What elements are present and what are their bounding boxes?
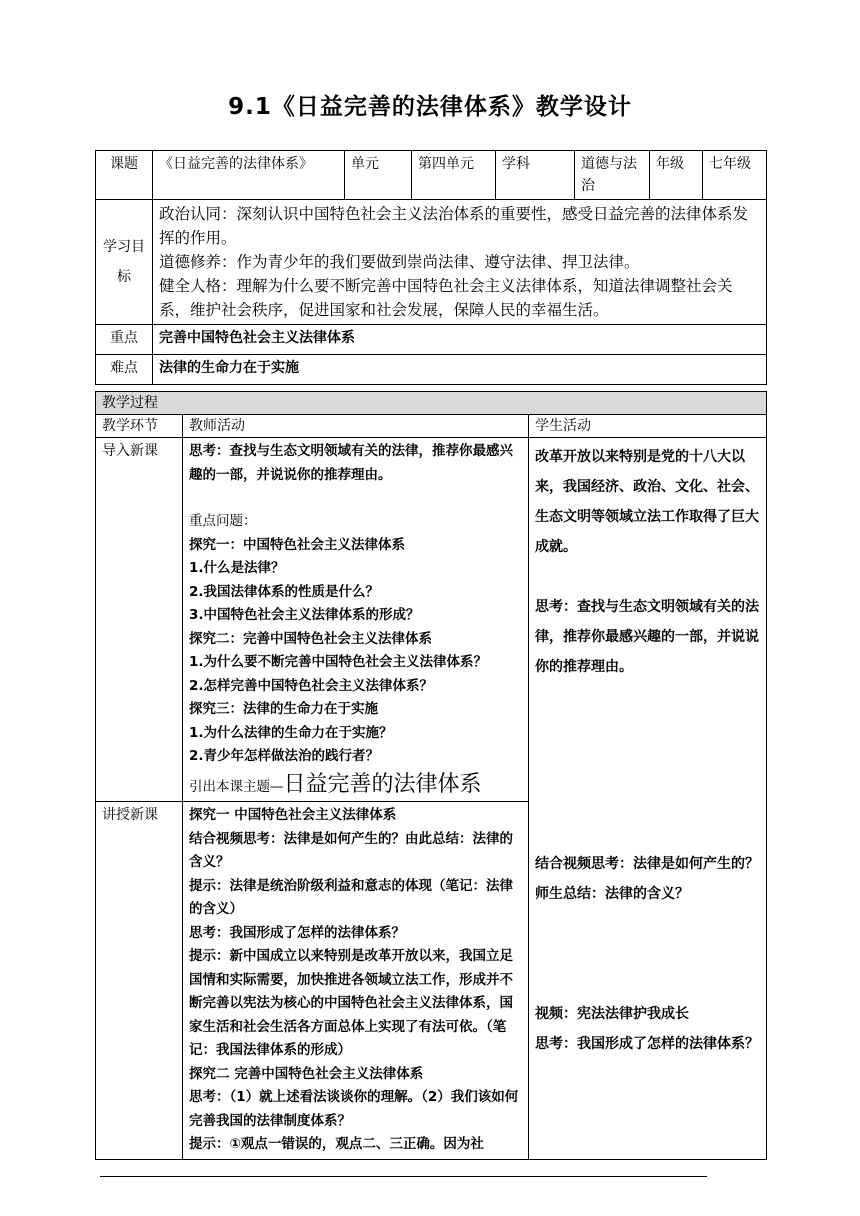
student-think: 思考：查找与生态文明领域有关的法律，推荐你最感兴趣的一部，并说说你的推荐理由。 bbox=[535, 599, 759, 675]
teach-explore-2: 探究二 完善中国特色社会主义法律体系 bbox=[189, 1065, 424, 1082]
teacher-teach bbox=[183, 802, 529, 1160]
col-stage: 教学环节 bbox=[96, 415, 183, 438]
question-1-3: 3.中国特色社会主义法律体系的形成？ bbox=[189, 607, 420, 623]
learning-goals bbox=[153, 200, 767, 325]
student-system-think: 思考：我国形成了怎样的法律体系？ bbox=[535, 1036, 759, 1052]
unit-value: 第四单元 bbox=[412, 151, 496, 200]
page-title: 9.1《日益完善的法律体系》教学设计 bbox=[228, 94, 632, 120]
goals-label: 学习目标 bbox=[96, 200, 153, 325]
difficult-label: 难点 bbox=[96, 355, 153, 385]
teach-hint-1: 提示：法律是统治阶级利益和意志的体现（笔记：法律的含义） bbox=[189, 877, 513, 917]
stage-intro: 导入新课 bbox=[96, 438, 183, 802]
question-2-2: 2.怎样完善中国特色社会主义法律体系？ bbox=[189, 677, 434, 694]
question-3-1: 1.为什么法律的生命力在于实施？ bbox=[189, 724, 393, 741]
explore-2: 探究二：完善中国特色社会主义法律体系 bbox=[189, 630, 432, 647]
key-questions-label: 重点问题： bbox=[189, 513, 257, 529]
grade-value: 七年级 bbox=[703, 151, 767, 200]
teacher-think: 思考：查找与生态文明领域有关的法律，推荐你最感兴趣的一部，并说说你的推荐理由。 bbox=[189, 443, 513, 483]
unit-label: 单元 bbox=[345, 151, 412, 200]
goal-political: 政治认同：深刻认识中国特色社会主义法治体系的重要性，感受日益完善的法律体系发挥的作用。 bbox=[159, 205, 749, 247]
footer-divider bbox=[100, 1176, 707, 1177]
goal-personality: 健全人格：理解为什么要不断完善中国特色社会主义法律体系，知道法律调整社会关系，维护社会秩序，促进国家和社会发展，保障人民的幸福生活。 bbox=[159, 277, 733, 319]
stage-teach: 讲授新课 bbox=[96, 802, 183, 1160]
teacher-intro bbox=[183, 438, 529, 802]
key-value: 完善中国特色社会主义法律体系 bbox=[153, 325, 767, 355]
lead-prefix: 引出本课主题— bbox=[189, 778, 284, 795]
info-table bbox=[95, 150, 767, 385]
question-1-1: 1.什么是法律？ bbox=[189, 560, 285, 576]
student-video: 视频：宪法法律护我成长 bbox=[535, 1006, 689, 1022]
student-achievement: 改革开放以来特别是党的十八大以来，我国经济、政治、文化、社会、生态文明等领域立法工作取得了巨大成就。 bbox=[535, 449, 759, 555]
student-video-think: 结合视频思考：法律是如何产生的？ bbox=[535, 856, 759, 872]
teach-hint-2: 提示：新中国成立以来特别是改革开放以来，我国立足国情和实际需要，加快推进各领域立法工作，形成并不断完善以宪法为核心的中国特色社会主义法律体系，国家生活和社会生活各方面总体上实现了有法可依。（笔记：我国法律体系的形成） bbox=[189, 948, 513, 1058]
teach-video-think: 结合视频思考：法律是如何产生的？由此总结：法律的含义？ bbox=[189, 830, 513, 870]
lesson-value: 《日益完善的法律体系》 bbox=[153, 151, 345, 200]
process-header: 教学过程 bbox=[96, 392, 767, 415]
process-table bbox=[95, 391, 767, 1160]
key-label: 重点 bbox=[96, 325, 153, 355]
teach-hint-3: 提示：①观点一错误的，观点二、三正确。因为社 bbox=[189, 1136, 484, 1152]
teach-think-2: 思考：（1）就上述看法谈谈你的理解。（2）我们该如何完善我国的法律制度体系？ bbox=[189, 1089, 519, 1129]
question-1-2: 2.我国法律体系的性质是什么？ bbox=[189, 583, 380, 600]
lesson-label: 课题 bbox=[96, 151, 153, 200]
explore-1: 探究一：中国特色社会主义法律体系 bbox=[189, 536, 405, 553]
explore-3: 探究三：法律的生命力在于实施 bbox=[189, 701, 378, 717]
col-teacher: 教师活动 bbox=[183, 415, 529, 438]
teach-think-system: 思考：我国形成了怎样的法律体系？ bbox=[189, 924, 405, 941]
student-activities bbox=[529, 438, 767, 1160]
grade-label: 年级 bbox=[650, 151, 703, 200]
subject-value: 道德与法治 bbox=[575, 151, 650, 200]
student-summary: 师生总结：法律的含义？ bbox=[535, 886, 689, 902]
teach-explore-1: 探究一 中国特色社会主义法律体系 bbox=[189, 807, 397, 823]
goal-moral: 道德修养：作为青少年的我们要做到崇尚法律、遵守法律、捍卫法律。 bbox=[159, 253, 640, 271]
subject-label: 学科 bbox=[496, 151, 575, 200]
difficult-value: 法律的生命力在于实施 bbox=[153, 355, 767, 385]
col-student: 学生活动 bbox=[529, 415, 767, 438]
question-3-2: 2.青少年怎样做法治的践行者？ bbox=[189, 748, 380, 764]
lead-topic: 日益完善的法律体系 bbox=[283, 771, 482, 797]
question-2-1: 1.为什么要不断完善中国特色社会主义法律体系？ bbox=[189, 654, 488, 670]
